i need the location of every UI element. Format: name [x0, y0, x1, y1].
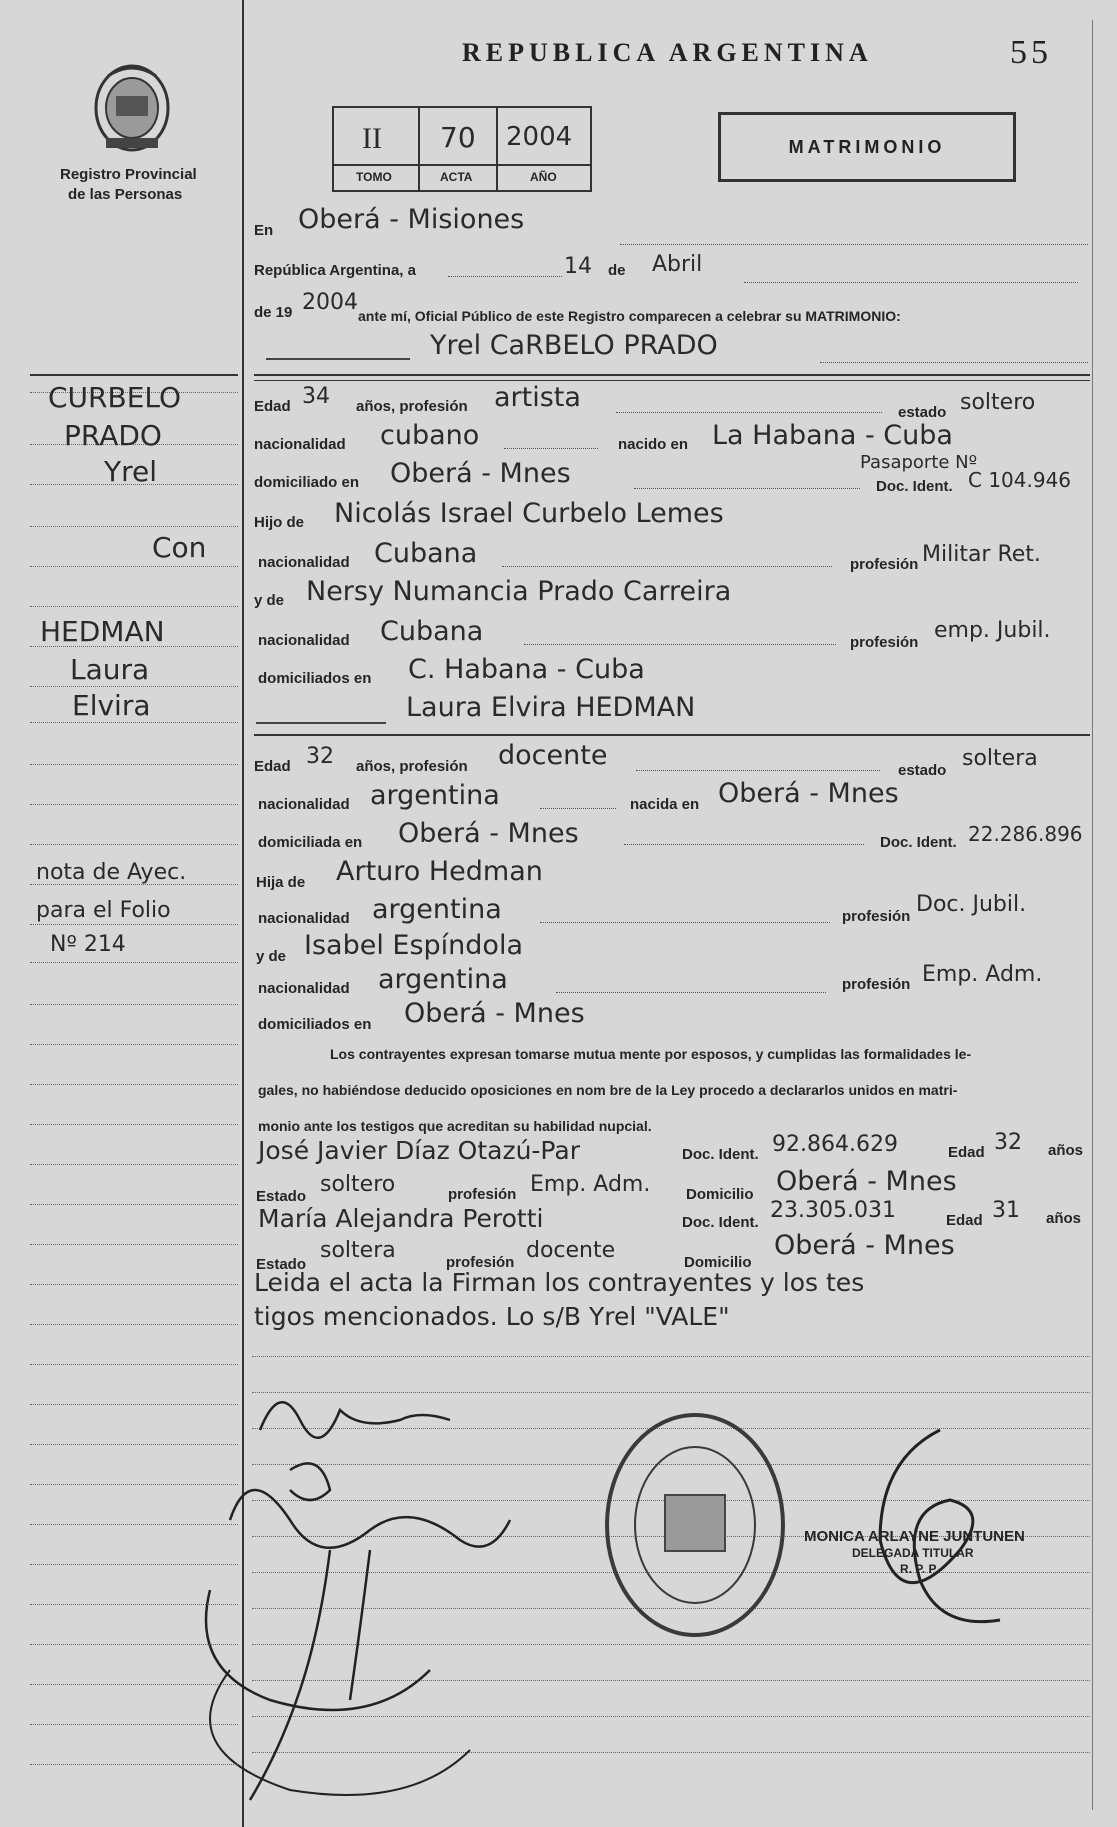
record-box: [332, 106, 592, 192]
place-city: Oberá - Misiones: [298, 204, 525, 235]
de-label: de: [608, 262, 626, 279]
groom-doc-label: Doc. Ident.: [876, 478, 953, 495]
groom-edad-label: Edad: [254, 398, 291, 415]
bride-section-rule: [254, 734, 1090, 736]
witness1-doc: 92.864.629: [772, 1132, 898, 1157]
margin-groom-surname1: CURBELO: [48, 381, 182, 414]
act-day: 14: [564, 254, 592, 279]
bride-anios-prof-label: años, profesión: [356, 758, 468, 775]
acta-label: ACTA: [440, 170, 473, 184]
witness1-edad-label: Edad: [948, 1144, 985, 1161]
registry-stamp-icon: [600, 1410, 790, 1640]
appear-text: ante mí, Oficial Público de este Registro comparecen a celebrar su MATRIMONIO:: [358, 308, 901, 324]
groom-y-de-label: y de: [254, 592, 285, 609]
declaration-line1: Los contrayentes expresan tomarse mutua mente por esposos, y cumplidas las formalidades le-: [330, 1046, 972, 1062]
bride-profesion: docente: [498, 740, 608, 771]
official-abbr: R. P. P.: [900, 1562, 939, 1576]
witness2-doc-label: Doc. Ident.: [682, 1214, 759, 1231]
groom-domiciliado-label: domiciliado en: [254, 474, 360, 491]
margin-connector: Con: [152, 531, 207, 564]
bride-mother-nacionalidad: argentina: [378, 964, 508, 995]
act-month: Abril: [652, 252, 703, 277]
bride-edad-label: Edad: [254, 758, 291, 775]
republica-label: República Argentina, a: [254, 262, 416, 279]
groom-mother-nacionalidad: Cubana: [380, 616, 484, 647]
bride-nacida-en: Oberá - Mnes: [718, 778, 899, 809]
folio-number: 55: [1010, 34, 1052, 71]
groom-mother-prof-label: profesión: [850, 634, 919, 651]
witness1-prof-label: profesión: [448, 1186, 517, 1203]
bride-mother-nac-label: nacionalidad: [258, 980, 350, 997]
bride-domiciliada-label: domiciliada en: [258, 834, 363, 851]
official-title: DELEGADA TITULAR: [852, 1546, 974, 1560]
witness2-edad: 31: [992, 1198, 1020, 1223]
bride-nacida-label: nacida en: [630, 796, 700, 813]
tomo-value: II: [362, 122, 382, 155]
groom-mother: Nersy Numancia Prado Carreira: [306, 576, 732, 607]
bride-hija-label: Hija de: [256, 874, 306, 891]
groom-anios-prof-label: años, profesión: [356, 398, 468, 415]
groom-section-rule: [254, 374, 1090, 376]
act-type-label: MATRIMONIO: [788, 137, 946, 157]
year-prefix-label: de 19: [254, 304, 293, 321]
right-edge-line: [1092, 20, 1093, 1810]
witness2-anios-label: años: [1046, 1210, 1082, 1227]
groom-hijo-label: Hijo de: [254, 514, 305, 531]
groom-edad: 34: [302, 384, 330, 409]
act-year: 2004: [302, 290, 358, 315]
bride-father-profesion: Doc. Jubil.: [916, 892, 1027, 917]
groom-nacionalidad-label: nacionalidad: [254, 436, 346, 453]
bride-mother: Isabel Espíndola: [304, 930, 523, 961]
declaration-line3: monio ante los testigos que acreditan su habilidad nupcial.: [258, 1118, 652, 1134]
bride-parents-domicilio: Oberá - Mnes: [404, 998, 585, 1029]
groom-father: Nicolás Israel Curbelo Lemes: [334, 498, 724, 529]
witness2-dom-label: Domicilio: [684, 1254, 752, 1271]
country-title: REPUBLICA ARGENTINA: [462, 38, 873, 67]
act-type-box: [718, 112, 1016, 182]
witness2-domicilio: Oberá - Mnes: [774, 1230, 955, 1261]
margin-note3: Nº 214: [50, 932, 126, 957]
closing-line1: Leida el acta la Firman los contrayentes y los tes: [254, 1268, 865, 1297]
witness2-edad-label: Edad: [946, 1212, 983, 1229]
groom-mother-profesion: emp. Jubil.: [934, 618, 1051, 643]
margin-groom-surname2: PRADO: [64, 419, 162, 452]
en-label: En: [254, 222, 274, 239]
bride-mother-prof-label: profesión: [842, 976, 911, 993]
registry-name-line2: de las Personas: [68, 186, 183, 203]
ano-value: 2004: [506, 122, 573, 152]
witness1-estado: soltero: [320, 1172, 396, 1197]
margin-bride-given1: Laura: [70, 653, 150, 686]
bride-y-de-label: y de: [256, 948, 287, 965]
witness2-estado-label: Estado: [256, 1256, 307, 1273]
groom-domicilio: Oberá - Mnes: [390, 458, 571, 489]
bride-mother-profesion: Emp. Adm.: [922, 962, 1043, 987]
bride-edad: 32: [306, 744, 334, 769]
closing-line2: tigos mencionados. Lo s/B Yrel "VALE": [254, 1302, 730, 1331]
tomo-label: TOMO: [356, 170, 392, 184]
declaration-line2: gales, no habiéndose deducido oposiciones en nom bre de la Ley procedo a declararlos unidos en matri-: [258, 1082, 958, 1098]
bride-full-name: Laura Elvira HEDMAN: [406, 692, 696, 723]
provincial-crest-icon: [88, 56, 176, 156]
groom-full-name: Yrel CaRBELO PRADO: [430, 330, 718, 361]
margin-note1: nota de Ayec.: [36, 860, 187, 885]
witness1-domicilio: Oberá - Mnes: [776, 1166, 957, 1197]
bride-estado-label: estado: [898, 762, 947, 779]
margin-bride-given2: Elvira: [72, 689, 151, 722]
official-name: MONICA ARLAYNE JUNTUNEN: [804, 1528, 1025, 1545]
groom-father-nacionalidad: Cubana: [374, 538, 478, 569]
groom-doc: C 104.946: [968, 468, 1072, 492]
bride-doc-label: Doc. Ident.: [880, 834, 957, 851]
witness2-profesion: docente: [526, 1238, 616, 1263]
groom-parents-domicilio: C. Habana - Cuba: [408, 654, 645, 685]
groom-mother-nac-label: nacionalidad: [258, 632, 350, 649]
registry-name-line1: Registro Provincial: [60, 166, 197, 183]
groom-father-profesion: Militar Ret.: [922, 542, 1041, 567]
bride-estado: soltera: [962, 746, 1038, 771]
groom-nacido-label: nacido en: [618, 436, 689, 453]
groom-estado-label: estado: [898, 404, 947, 421]
groom-estado: soltero: [960, 390, 1036, 415]
witness2-estado: soltera: [320, 1238, 396, 1263]
witness1-doc-label: Doc. Ident.: [682, 1146, 759, 1163]
margin-groom-given: Yrel: [104, 455, 158, 488]
bride-father-prof-label: profesión: [842, 908, 911, 925]
bride-father: Arturo Hedman: [336, 856, 543, 887]
groom-nacido-en: La Habana - Cuba: [712, 420, 953, 451]
bride-nacionalidad: argentina: [370, 780, 500, 811]
witness1-anios-label: años: [1048, 1142, 1084, 1159]
witness1-dom-label: Domicilio: [686, 1186, 754, 1203]
bride-parents-dom-label: domiciliados en: [258, 1016, 372, 1033]
bride-father-nac-label: nacionalidad: [258, 910, 350, 927]
bride-doc: 22.286.896: [968, 822, 1083, 846]
witness2-prof-label: profesión: [446, 1254, 515, 1271]
witness2-doc: 23.305.031: [770, 1198, 896, 1223]
bride-father-nacionalidad: argentina: [372, 894, 502, 925]
witness1-name: José Javier Díaz Otazú-Par: [258, 1136, 580, 1165]
bride-nacionalidad-label: nacionalidad: [258, 796, 350, 813]
groom-profesion: artista: [494, 382, 581, 413]
witness1-estado-label: Estado: [256, 1188, 307, 1205]
witness1-edad: 32: [994, 1130, 1022, 1155]
witness1-profesion: Emp. Adm.: [530, 1172, 651, 1197]
margin-bride-surname: HEDMAN: [40, 615, 165, 648]
bride-domicilio: Oberá - Mnes: [398, 818, 579, 849]
groom-pasaporte: Pasaporte Nº: [860, 452, 978, 473]
ano-label: AÑO: [530, 170, 557, 184]
margin-note2: para el Folio: [36, 898, 171, 923]
groom-father-prof-label: profesión: [850, 556, 919, 573]
groom-father-nac-label: nacionalidad: [258, 554, 350, 571]
groom-parents-dom-label: domiciliados en: [258, 670, 372, 687]
acta-value: 70: [440, 121, 476, 154]
witness2-name: María Alejandra Perotti: [258, 1204, 544, 1233]
groom-nacionalidad: cubano: [380, 420, 480, 451]
